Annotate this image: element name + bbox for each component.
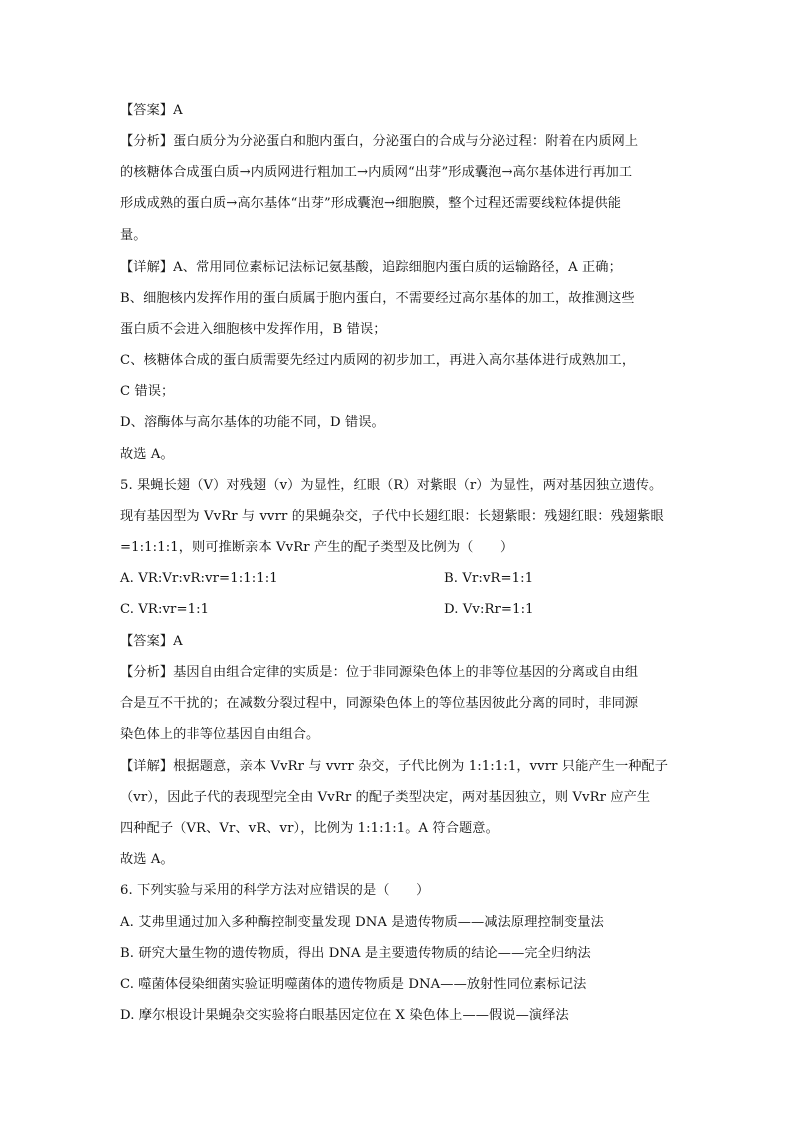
q4-analysis-line-4: 量。 — [120, 228, 147, 243]
q5-answer: 【答案】A — [120, 634, 183, 649]
q4-analysis-line-3: 形成成熟的蛋白质→高尔基体“出芽”形成囊泡→细胞膜，整个过程还需要线粒体提供能 — [120, 196, 622, 211]
q4-detail-line-5: C 错误； — [120, 384, 175, 399]
q6-option-b: B. 研究大量生物的遗传物质，得出 DNA 是主要遗传物质的结论——完全归纳法 — [120, 946, 591, 961]
q4-detail-line-2: B、细胞核内发挥作用的蛋白质属于胞内蛋白，不需要经过高尔基体的加工，故推测这些 — [120, 291, 635, 306]
q5-stem-line-1: 5. 果蝇长翅（V）对残翅（v）为显性，红眼（R）对紫眼（r）为显性，两对基因独立遗传。 — [120, 478, 663, 493]
q4-analysis-line-1: 【分析】蛋白质分为分泌蛋白和胞内蛋白，分泌蛋白的合成与分泌过程：附着在内质网上 — [120, 134, 639, 149]
q5-analysis-line-1: 【分析】基因自由组合定律的实质是：位于非同源染色体上的非等位基因的分离或自由组 — [120, 665, 639, 680]
q5-option-d: D. Vv:Rr=1:1 — [444, 602, 534, 617]
q6-option-d: D. 摩尔根设计果蝇杂交实验将白眼基因定位在 X 染色体上——假说—演绎法 — [120, 1008, 569, 1023]
q5-detail-line-3: 四种配子（VR、Vr、vR、vr），比例为 1:1:1:1。A 符合题意。 — [120, 821, 499, 836]
q4-choose: 故选 A。 — [120, 447, 174, 462]
q5-analysis-line-3: 染色体上的非等位基因自由组合。 — [120, 727, 320, 742]
q4-detail-line-1: 【详解】A、常用同位素标记法标记氨基酸，追踪细胞内蛋白质的运输路径，A 正确； — [120, 260, 622, 275]
q5-detail-line-2: （vr），因此子代的表现型完全由 VvRr 的配子类型决定，两对基因独立，则 VvRr 应产生 — [120, 790, 651, 805]
q4-detail-line-6: D、溶酶体与高尔基体的功能不同，D 错误。 — [120, 415, 385, 430]
q5-stem-line-2: 现有基因型为 VvRr 与 vvrr 的果蝇杂交，子代中长翅红眼：长翅紫眼：残翅红眼：残翅紫眼 — [120, 509, 664, 524]
q5-detail-line-1: 【详解】根据题意，亲本 VvRr 与 vvrr 杂交，子代比例为 1:1:1:1，vvrr 只能产生一种配子 — [120, 759, 669, 774]
q5-choose: 故选 A。 — [120, 852, 174, 867]
q5-option-b: B. Vr:vR=1:1 — [444, 571, 534, 586]
q4-detail-line-3: 蛋白质不会进入细胞核中发挥作用，B 错误； — [120, 322, 387, 337]
q6-option-a: A. 艾弗里通过加入多种酶控制变量发现 DNA 是遗传物质——减法原理控制变量法 — [120, 915, 604, 930]
q5-option-c: C. VR:vr=1:1 — [120, 602, 210, 617]
q5-analysis-line-2: 合是互不干扰的；在减数分裂过程中，同源染色体上的等位基因彼此分离的同时，非同源 — [120, 696, 639, 711]
q6-option-c: C. 噬菌体侵染细菌实验证明噬菌体的遗传物质是 DNA——放射性同位素标记法 — [120, 977, 587, 992]
q5-option-a: A. VR:Vr:vR:vr=1:1:1:1 — [120, 571, 278, 586]
q4-analysis-line-2: 的核糖体合成蛋白质→内质网进行粗加工→内质网“出芽”形成囊泡→高尔基体进行再加工 — [120, 165, 633, 180]
q4-detail-line-4: C、核糖体合成的蛋白质需要先经过内质网的初步加工，再进入高尔基体进行成熟加工， — [120, 353, 636, 368]
q4-answer: 【答案】A — [120, 103, 183, 118]
q6-stem: 6. 下列实验与采用的科学方法对应错误的是（ ） — [120, 883, 430, 898]
q5-stem-line-3: =1:1:1:1，则可推断亲本 VvRr 产生的配子类型及比例为（ ） — [120, 540, 514, 555]
